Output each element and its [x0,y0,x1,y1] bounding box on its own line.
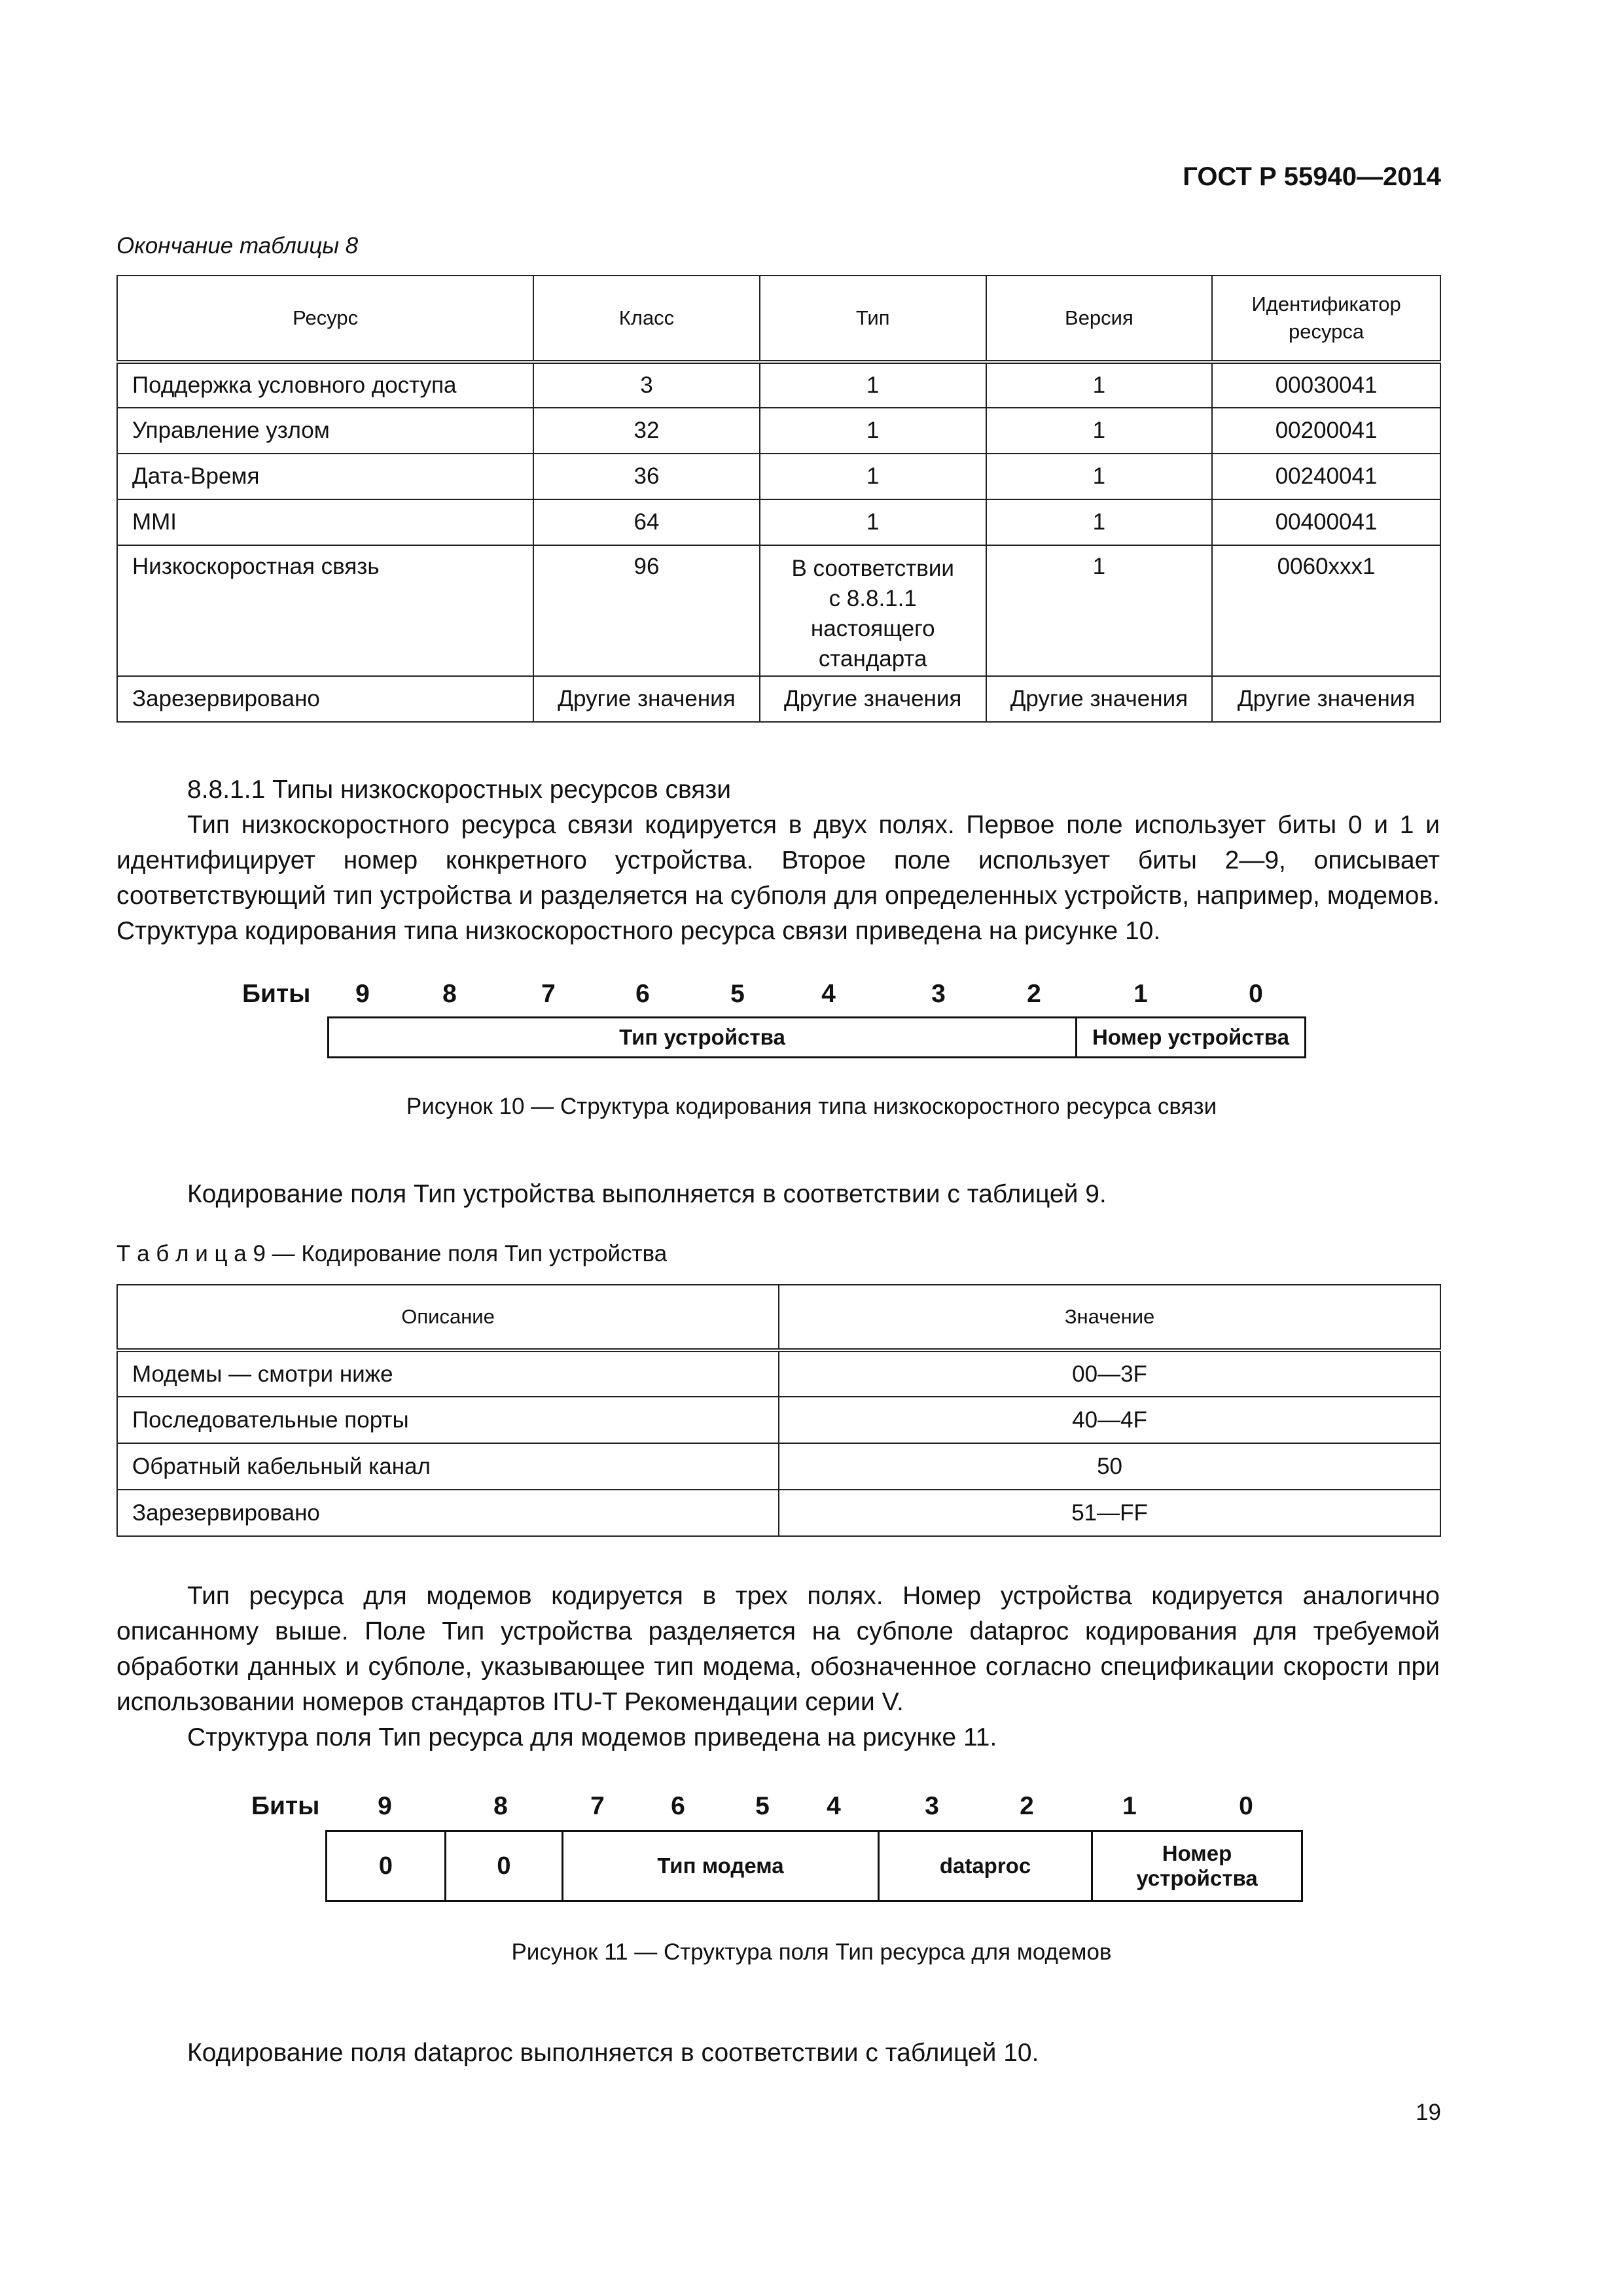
bit-number: 3 [925,1792,939,1820]
table-row [117,408,1440,454]
table-row [117,499,1440,545]
table-cell: 1 [760,408,986,454]
table-row [117,362,1440,408]
section-paragraph: Тип низкоскоростного ресурса связи кодируется в двух полях. Первое поле использует биты 0 и 1 и идентифицирует номер конкретного устройства. Второе поле использует биты 2—9, описывает соответствующий тип устройства и разделяется на субполя для определенных устройств, например, модемов. Структура кодирования типа низкоскоростного ресурса связи приведена на рисунке 10. [116,811,1440,945]
table-cell: 1 [986,545,1213,676]
section-heading: 8.8.1.1 Типы низкоскоростных ресурсов связи [187,776,732,804]
bit-number: 5 [755,1792,770,1820]
table-row [117,1397,1440,1443]
table-cell: 1 [986,362,1213,408]
page-number: 19 [1416,2100,1441,2125]
table8-col-version: Версия [986,276,1213,362]
field-device-number: Номер устройства [1091,1832,1301,1900]
table-cell: 1 [760,362,986,408]
table-row [117,1350,1440,1397]
table-cell: 36 [533,454,760,499]
table-cell: 96 [533,545,760,676]
table-cell: 0060xxx1 [1212,545,1440,676]
bit-number: 7 [541,980,556,1008]
figure10-bits-row [0,980,1623,1013]
table-cell: Другие значения [1212,676,1440,722]
table-cell: Поддержка условного доступа [117,362,533,408]
table-cell: 40—4F [779,1397,1440,1443]
modem-paragraph-2: Структура поля Тип ресурса для модемов приведена на рисунке 11. [187,1723,997,1751]
table-cell: 1 [986,499,1213,545]
field-device-type: Тип устройства [619,1025,785,1049]
bit-number: 9 [355,980,370,1008]
table-cell: Зарезервировано [117,1490,779,1536]
figure10-caption: Рисунок 10 — Структура кодирования типа низкоскоростного ресурса связи [406,1094,1217,1119]
field-bit8-zero: 0 [444,1832,562,1900]
bit-number: 6 [671,1792,685,1820]
bit-number: 6 [635,980,650,1008]
table8 [116,275,1441,723]
bits-label: Биты [251,1792,320,1820]
para-table10-ref: Кодирование поля dataproc выполняется в соответствии с таблицей 10. [187,2039,1039,2067]
table8-col-identifier: Идентификатор ресурса [1212,276,1440,362]
field-modem-type: Тип модема [562,1832,878,1900]
field-dataproc: dataproc [878,1832,1091,1900]
table8-col-class: Класс [533,276,760,362]
table-cell: 32 [533,408,760,454]
table-cell: Управление узлом [117,408,533,454]
table-cell: Последовательные порты [117,1397,779,1443]
figure11-caption: Рисунок 11 — Структура поля Тип ресурса для модемов [511,1939,1112,1965]
table-cell: 1 [986,454,1213,499]
figure11-field-box [325,1830,1303,1902]
bit-number: 0 [1249,980,1263,1008]
table-cell: Другие значения [760,676,986,722]
bit-number: 0 [1239,1792,1253,1820]
table-row [117,545,1440,676]
bit-number: 4 [821,980,836,1008]
table9-caption [116,1241,667,1267]
table8-header-row [117,276,1440,362]
table-cell: 50 [779,1443,1440,1490]
table-cell: 3 [533,362,760,408]
table-cell: Другие значения [533,676,760,722]
table-row [117,1443,1440,1490]
bit-number: 1 [1122,1792,1137,1820]
bit-number: 8 [442,980,457,1008]
para-table9-ref: Кодирование поля Тип устройства выполняется в соответствии с таблицей 9. [187,1180,1107,1208]
table9-header-row [117,1285,1440,1350]
table8-col-type: Тип [760,276,986,362]
table-cell: 1 [760,499,986,545]
table-cell: 00—3F [779,1350,1440,1397]
bit-number: 3 [931,980,946,1008]
table-cell: Низкоскоростная связь [117,545,533,676]
table-cell: 51—FF [779,1490,1440,1536]
bit-number: 9 [378,1792,392,1820]
table-cell: 00400041 [1212,499,1440,545]
table-row [117,1490,1440,1536]
bits-label: Биты [242,980,311,1008]
table-cell: 00240041 [1212,454,1440,499]
table-cell: В соответствии с 8.8.1.1 настоящего стандарта [760,545,986,676]
table-cell: MMI [117,499,533,545]
table-cell: 1 [986,408,1213,454]
table-cell: 64 [533,499,760,545]
table9 [116,1284,1441,1537]
modem-paragraph: Тип ресурса для модемов кодируется в трех полях. Номер устройства кодируется аналогично описанному выше. Поле Тип устройства разделяется на субполе dataproc кодирования для требуемой обработки данных и субполе, указывающее тип модема, обозначенное согласно спецификации скорости при использовании номеров стандартов ITU-T Рекомендации серии V. [116,1582,1440,1716]
table-row [117,454,1440,499]
bit-number: 5 [730,980,745,1008]
table-cell: Обратный кабельный канал [117,1443,779,1490]
table-cell: 00200041 [1212,408,1440,454]
table-cell: Модемы — смотри ниже [117,1350,779,1397]
table-cell: Дата-Время [117,454,533,499]
table8-caption: Окончание таблицы 8 [116,233,359,259]
field-device-number: Номер устройства [1075,1018,1304,1056]
bit-number: 7 [590,1792,605,1820]
bit-number: 4 [827,1792,841,1820]
figure10-field-box [327,1016,1306,1058]
bit-number: 8 [493,1792,508,1820]
figure11-bits-row [0,1792,1623,1825]
table-cell: Зарезервировано [117,676,533,722]
bit-number: 2 [1027,980,1041,1008]
table9-col-description: Описание [117,1285,779,1350]
table9-caption-text: — Кодирование поля Тип устройства [265,1241,668,1266]
bit-number: 1 [1133,980,1148,1008]
table9-caption-prefix: Т а б л и ц а 9 [116,1241,266,1266]
table-cell: 00030041 [1212,362,1440,408]
bit-number: 2 [1020,1792,1034,1820]
field-bit9-zero: 0 [378,1852,393,1880]
table-cell: 1 [760,454,986,499]
standard-designation: ГОСТ Р 55940—2014 [1183,162,1441,191]
table9-col-value: Значение [779,1285,1440,1350]
table-cell: Другие значения [986,676,1213,722]
table-row [117,676,1440,722]
table8-col-resource: Ресурс [117,276,533,362]
